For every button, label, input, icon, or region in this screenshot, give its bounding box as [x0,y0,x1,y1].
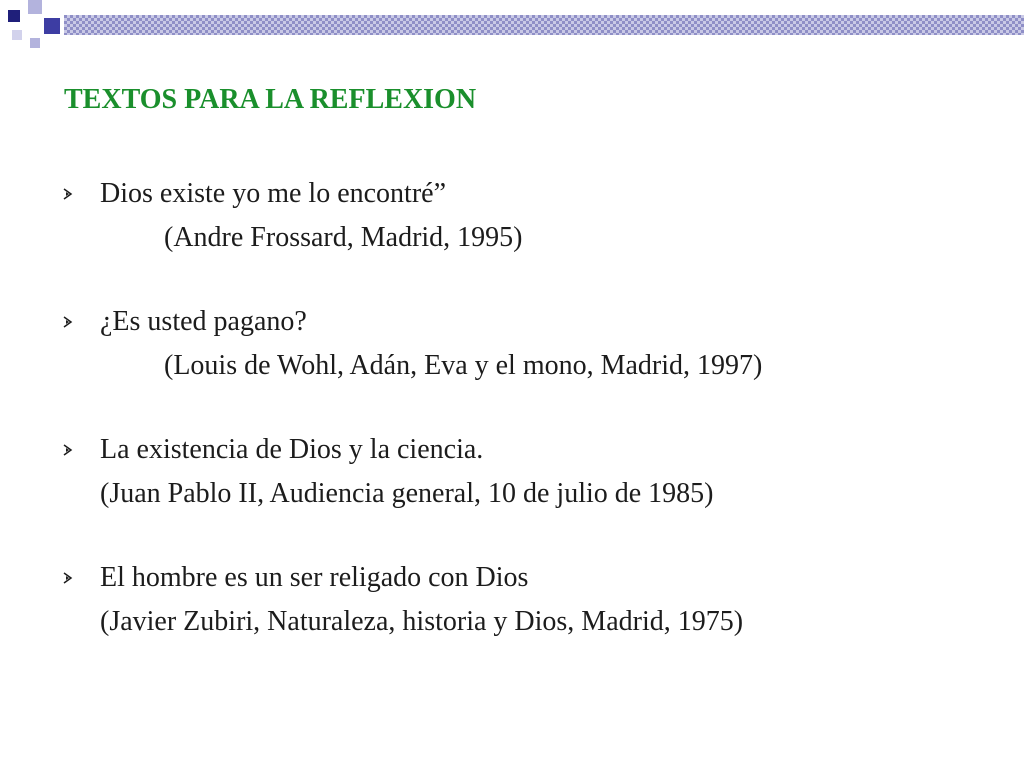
reference-title: La existencia de Dios y la ciencia. [100,434,484,465]
arrow-bullet-icon [60,442,100,458]
arrow-bullet-icon [60,186,100,202]
reference-source: (Louis de Wohl, Adán, Eva y el mono, Madrid, 1997) [164,350,763,381]
list-item [60,428,1000,516]
reference-source: (Andre Frossard, Madrid, 1995) [164,222,523,253]
arrow-bullet-icon [60,570,100,586]
reference-title: ¿Es usted pagano? [100,306,307,337]
reference-source: (Juan Pablo II, Audiencia general, 10 de julio de 1985) [100,478,714,509]
arrow-bullet-icon [60,314,100,330]
list-item [60,556,1000,644]
list-item [60,300,1000,388]
page-title: TEXTOS PARA LA REFLEXION [64,84,477,115]
header-stripe [64,15,1024,35]
reference-title: Dios existe yo me lo encontré” [100,178,447,209]
reference-source: (Javier Zubiri, Naturaleza, historia y Dios, Madrid, 1975) [100,606,744,637]
list-item [60,172,1000,260]
reference-list [60,172,1000,684]
reference-title: El hombre es un ser religado con Dios [100,562,529,593]
